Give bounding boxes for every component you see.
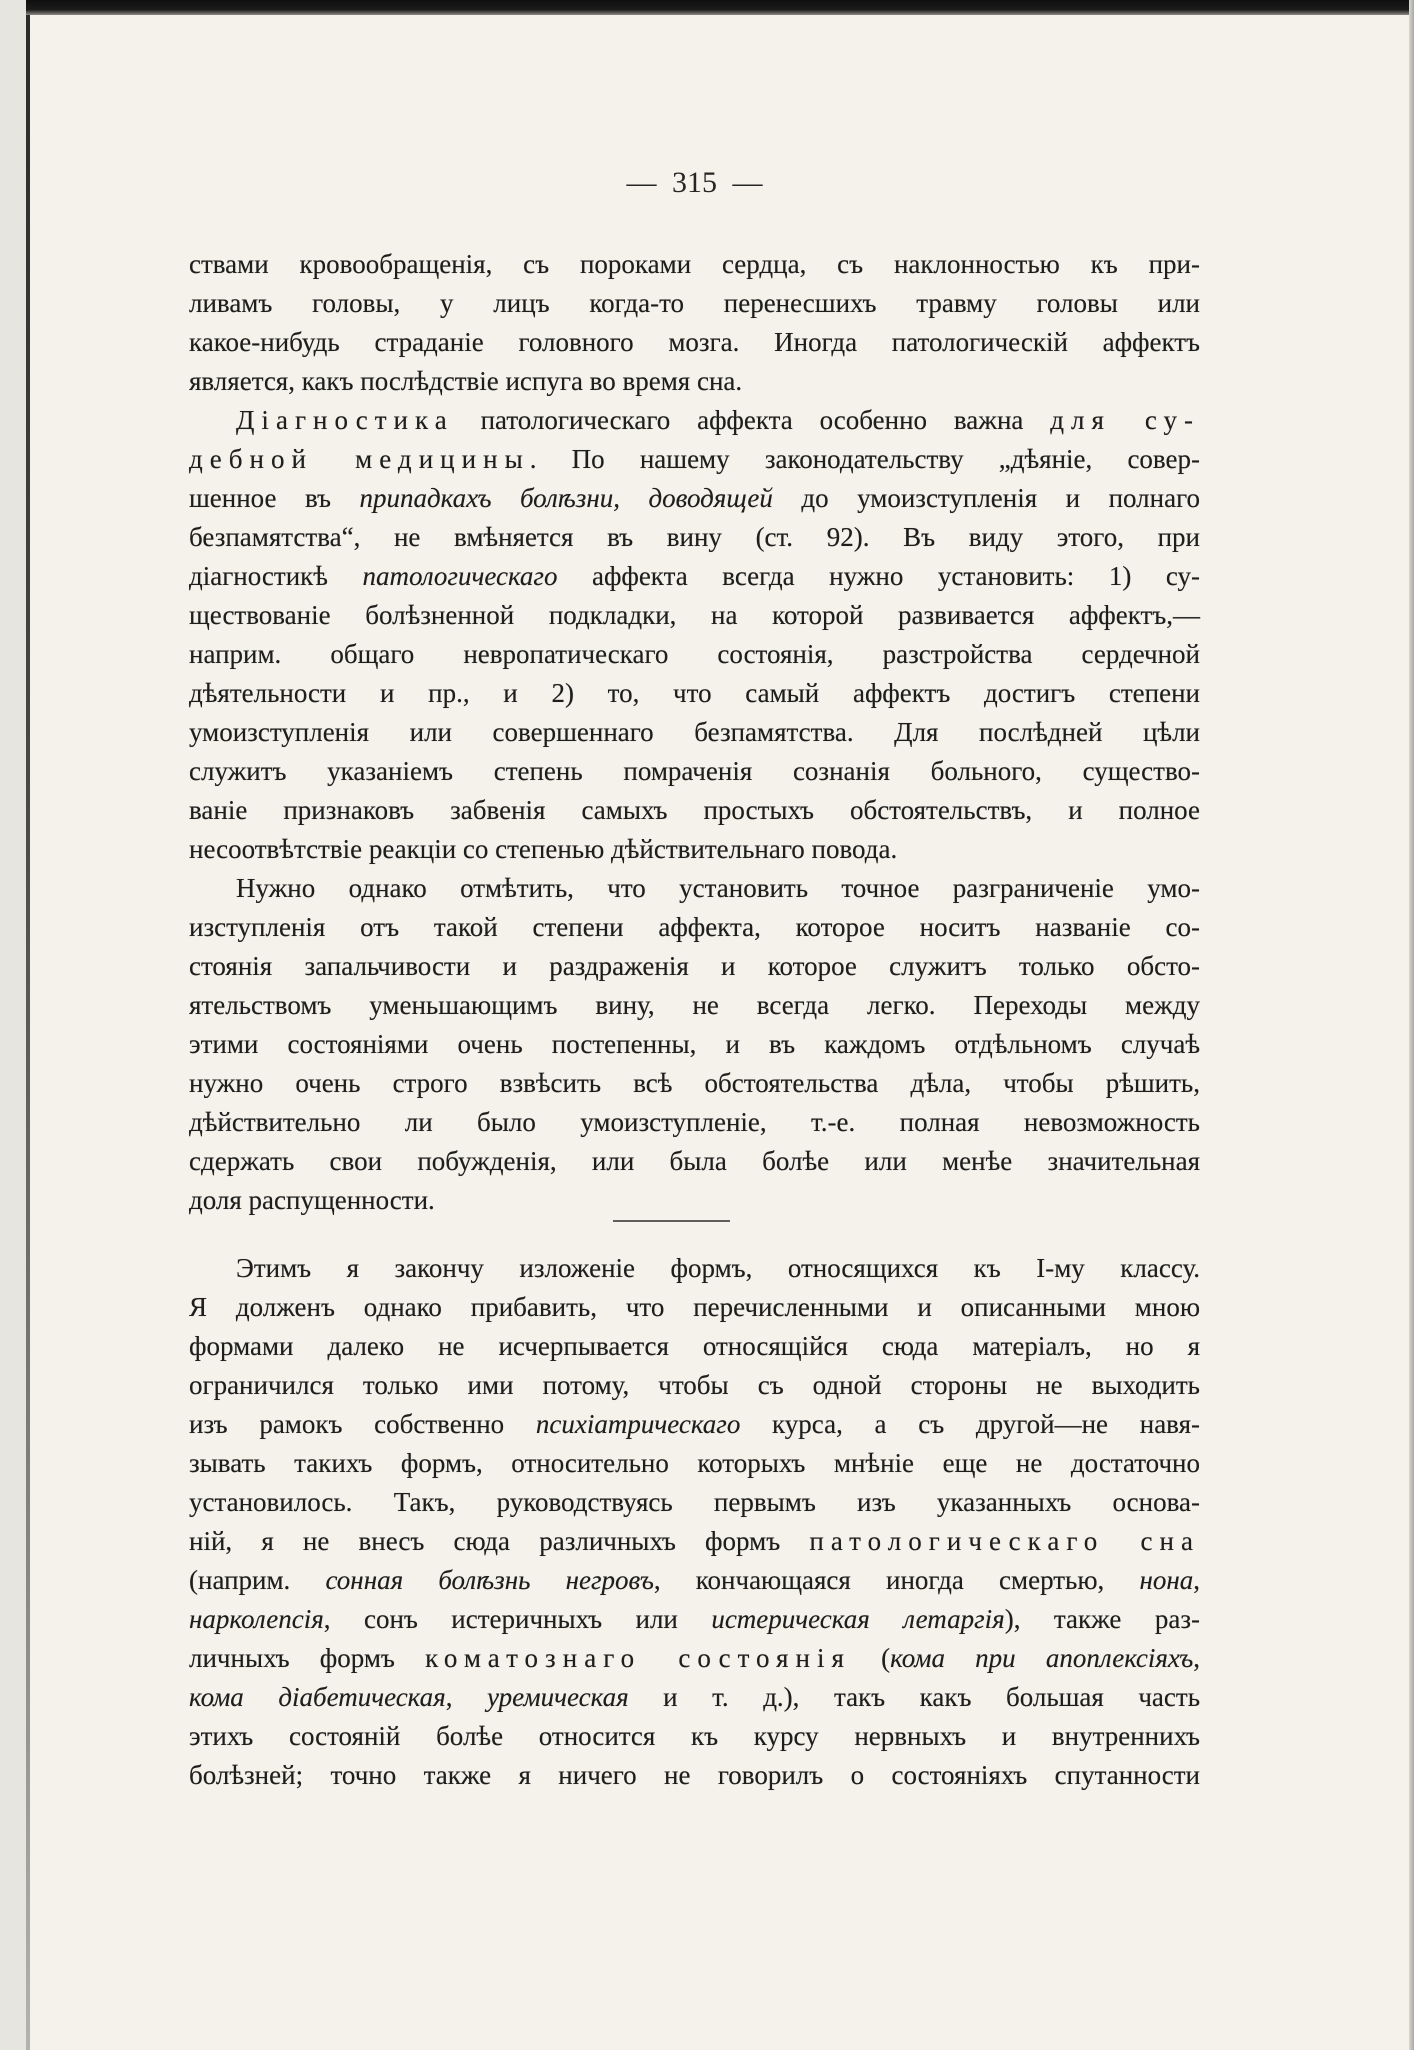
spaced-emphasis-text: патологическаго сна	[809, 1526, 1200, 1556]
text-segment: ), также раз-	[1004, 1604, 1200, 1634]
text-line	[189, 1600, 1200, 1639]
text-line	[189, 1678, 1200, 1717]
text-segment: и т. д.), такъ какъ большая часть	[628, 1682, 1201, 1712]
text-line	[189, 1249, 1200, 1288]
text-line	[189, 947, 1200, 986]
text-line	[189, 1639, 1200, 1678]
text-segment: нужно очень строго взвѣсить всѣ обстоятельства дѣла, чтобы рѣшить,	[189, 1068, 1200, 1098]
text-segment: аффекта всегда нужно установить: 1) су-	[557, 561, 1200, 591]
text-segment: (наприм.	[189, 1565, 326, 1595]
text-segment: умоизступленія или совершеннаго безпамятства. Для послѣдней цѣли	[189, 717, 1200, 747]
text-line	[189, 1025, 1200, 1064]
text-line	[189, 1405, 1200, 1444]
text-line	[189, 1181, 1200, 1220]
text-segment: курса, а съ другой—не навя-	[740, 1409, 1200, 1439]
text-line	[189, 908, 1200, 947]
text-line	[189, 1756, 1200, 1795]
text-segment: ятельствомъ уменьшающимъ вину, не всегда легко. Переходы между	[189, 990, 1200, 1020]
text-segment: болѣзней; точно также я ничего не говорилъ о состояніяхъ спутанности	[189, 1760, 1200, 1790]
text-segment: дѣятельности и пр., и 2) то, что самый аффектъ достигъ степени	[189, 678, 1200, 708]
text-segment: . По нашему законодательству „дѣяніе, совер-	[529, 444, 1200, 474]
italic-text: психіатрическаго	[535, 1409, 741, 1439]
text-segment: сдержать свои побужденія, или была болѣе или менѣе значительная	[189, 1146, 1200, 1176]
spaced-emphasis-text: коматознаго состоянія	[425, 1643, 851, 1673]
text-segment: установилось. Такъ, руководствуясь первымъ изъ указанныхъ основа-	[189, 1487, 1200, 1517]
text-line	[189, 713, 1200, 752]
text-segment: ,	[1193, 1643, 1200, 1673]
text-line	[189, 1142, 1200, 1181]
italic-text: кома при апоплексіяхъ	[890, 1643, 1194, 1673]
scan-gutter-shadow	[26, 0, 30, 2050]
text-line	[189, 1103, 1200, 1142]
text-segment: изъ рамокъ собственно	[189, 1409, 536, 1439]
scan-right-edge	[1409, 0, 1414, 2050]
text-line	[189, 1288, 1200, 1327]
paragraph	[189, 401, 1200, 869]
text-segment: наприм. общаго невропатическаго состоянія, разстройства сердечной	[189, 639, 1200, 669]
text-line	[189, 557, 1200, 596]
section-divider	[189, 1220, 1200, 1249]
text-line	[189, 1327, 1200, 1366]
spaced-emphasis-text: дебной медицины	[189, 444, 530, 474]
text-line	[189, 635, 1200, 674]
spaced-emphasis-text: Діагностика	[236, 405, 454, 435]
text-segment: ній, я не внесъ сюда различныхъ формъ	[189, 1526, 810, 1556]
text-line	[189, 362, 1200, 401]
text-line	[189, 245, 1200, 284]
italic-text: патологическаго	[362, 561, 558, 591]
text-line	[189, 674, 1200, 713]
text-line	[189, 1561, 1200, 1600]
page-number: — 315 —	[626, 166, 763, 199]
italic-text: припадкахъ болѣзни, доводящей	[359, 483, 773, 513]
text-segment: формами далеко не исчерпывается относящійся сюда матеріалъ, но я	[189, 1331, 1200, 1361]
paragraph	[189, 869, 1200, 1220]
text-line	[189, 284, 1200, 323]
text-line	[189, 323, 1200, 362]
italic-text: уремическая	[486, 1682, 629, 1712]
text-line	[189, 1483, 1200, 1522]
text-line	[189, 1522, 1200, 1561]
spaced-emphasis-text: для су-	[1050, 405, 1200, 435]
paragraph-continued	[189, 245, 1200, 401]
italic-text: сонная болѣзнь негровъ	[325, 1565, 654, 1595]
text-line	[189, 1717, 1200, 1756]
text-line	[189, 752, 1200, 791]
italic-text: нона	[1139, 1565, 1194, 1595]
text-segment: дѣйствительно ли было умоизступленіе, т.-е. полная невозможность	[189, 1107, 1200, 1137]
text-line	[189, 596, 1200, 635]
text-segment: этихъ состояній болѣе относится къ курсу нервныхъ и внутреннихъ	[189, 1721, 1200, 1751]
text-segment: патологическаго аффекта особенно важна	[453, 405, 1051, 435]
text-line	[189, 869, 1200, 908]
text-line	[189, 401, 1200, 440]
text-segment: служитъ указаніемъ степень помраченія сознанія больного, существо-	[189, 756, 1200, 786]
text-segment: какое-нибудь страданіе головного мозга. Иногда патологическій аффектъ	[189, 327, 1200, 357]
body-text	[189, 245, 1200, 1795]
text-segment: доля распущенности.	[189, 1185, 435, 1215]
text-segment: ствами кровообращенія, съ пороками сердца, съ наклонностью къ при-	[189, 249, 1200, 279]
text-segment: (	[850, 1643, 891, 1673]
text-line	[189, 479, 1200, 518]
text-segment: Нужно однако отмѣтить, что установить точное разграниченіе умо-	[236, 873, 1200, 903]
text-segment: является, какъ послѣдствіе испуга во время сна.	[189, 366, 743, 396]
text-segment: безпамятства“, не вмѣняется въ вину (ст. 92). Въ виду этого, при	[189, 522, 1200, 552]
text-segment: шенное въ	[189, 483, 360, 513]
scan-left-margin	[0, 0, 26, 2050]
text-segment: ваніе признаковъ забвенія самыхъ простыхъ обстоятельствъ, и полное	[189, 795, 1200, 825]
text-line	[189, 1444, 1200, 1483]
text-segment: несоотвѣтствіе реакціи со степенью дѣйствительнаго повода.	[189, 834, 898, 864]
text-segment: до умоизступленія и полнаго	[772, 483, 1200, 513]
text-line	[189, 830, 1200, 869]
text-segment: ществованіе болѣзненной подкладки, на которой развивается аффектъ,—	[189, 600, 1200, 630]
italic-text: кома діабетическая	[189, 1682, 446, 1712]
text-line	[189, 440, 1200, 479]
text-line	[189, 791, 1200, 830]
text-segment: ливамъ головы, у лицъ когда-то перенесшихъ травму головы или	[189, 288, 1200, 318]
text-segment: , сонъ истеричныхъ или	[323, 1604, 712, 1634]
text-segment: этими состояніями очень постепенны, и въ каждомъ отдѣльномъ случаѣ	[189, 1029, 1200, 1059]
text-line	[189, 1366, 1200, 1405]
text-segment: , кончающаяся иногда смертью,	[653, 1565, 1140, 1595]
text-segment: зывать такихъ формъ, относительно которыхъ мнѣніе еще не достаточно	[189, 1448, 1200, 1478]
text-segment: личныхъ формъ	[189, 1643, 426, 1673]
text-segment: стоянія запальчивости и раздраженія и которое служитъ только обсто-	[189, 951, 1200, 981]
text-line	[189, 986, 1200, 1025]
text-segment: Этимъ я закончу изложеніе формъ, относящихся къ I-му классу.	[236, 1253, 1200, 1283]
text-line	[189, 1064, 1200, 1103]
text-segment: Я долженъ однако прибавить, что перечисленными и описанными мною	[189, 1292, 1200, 1322]
paragraph-continues	[189, 1249, 1200, 1795]
scan-top-edge	[26, 0, 1414, 15]
text-segment: ,	[445, 1682, 487, 1712]
text-segment: ограничился только ими потому, чтобы съ одной стороны не выходить	[189, 1370, 1200, 1400]
text-segment: діагностикѣ	[189, 561, 363, 591]
italic-text: нарколепсія	[189, 1604, 324, 1634]
text-line	[189, 518, 1200, 557]
italic-text: истерическая летаргія	[711, 1604, 1005, 1634]
text-segment: ,	[1193, 1565, 1200, 1595]
text-segment: изступленія отъ такой степени аффекта, которое носитъ названіе со-	[189, 912, 1200, 942]
